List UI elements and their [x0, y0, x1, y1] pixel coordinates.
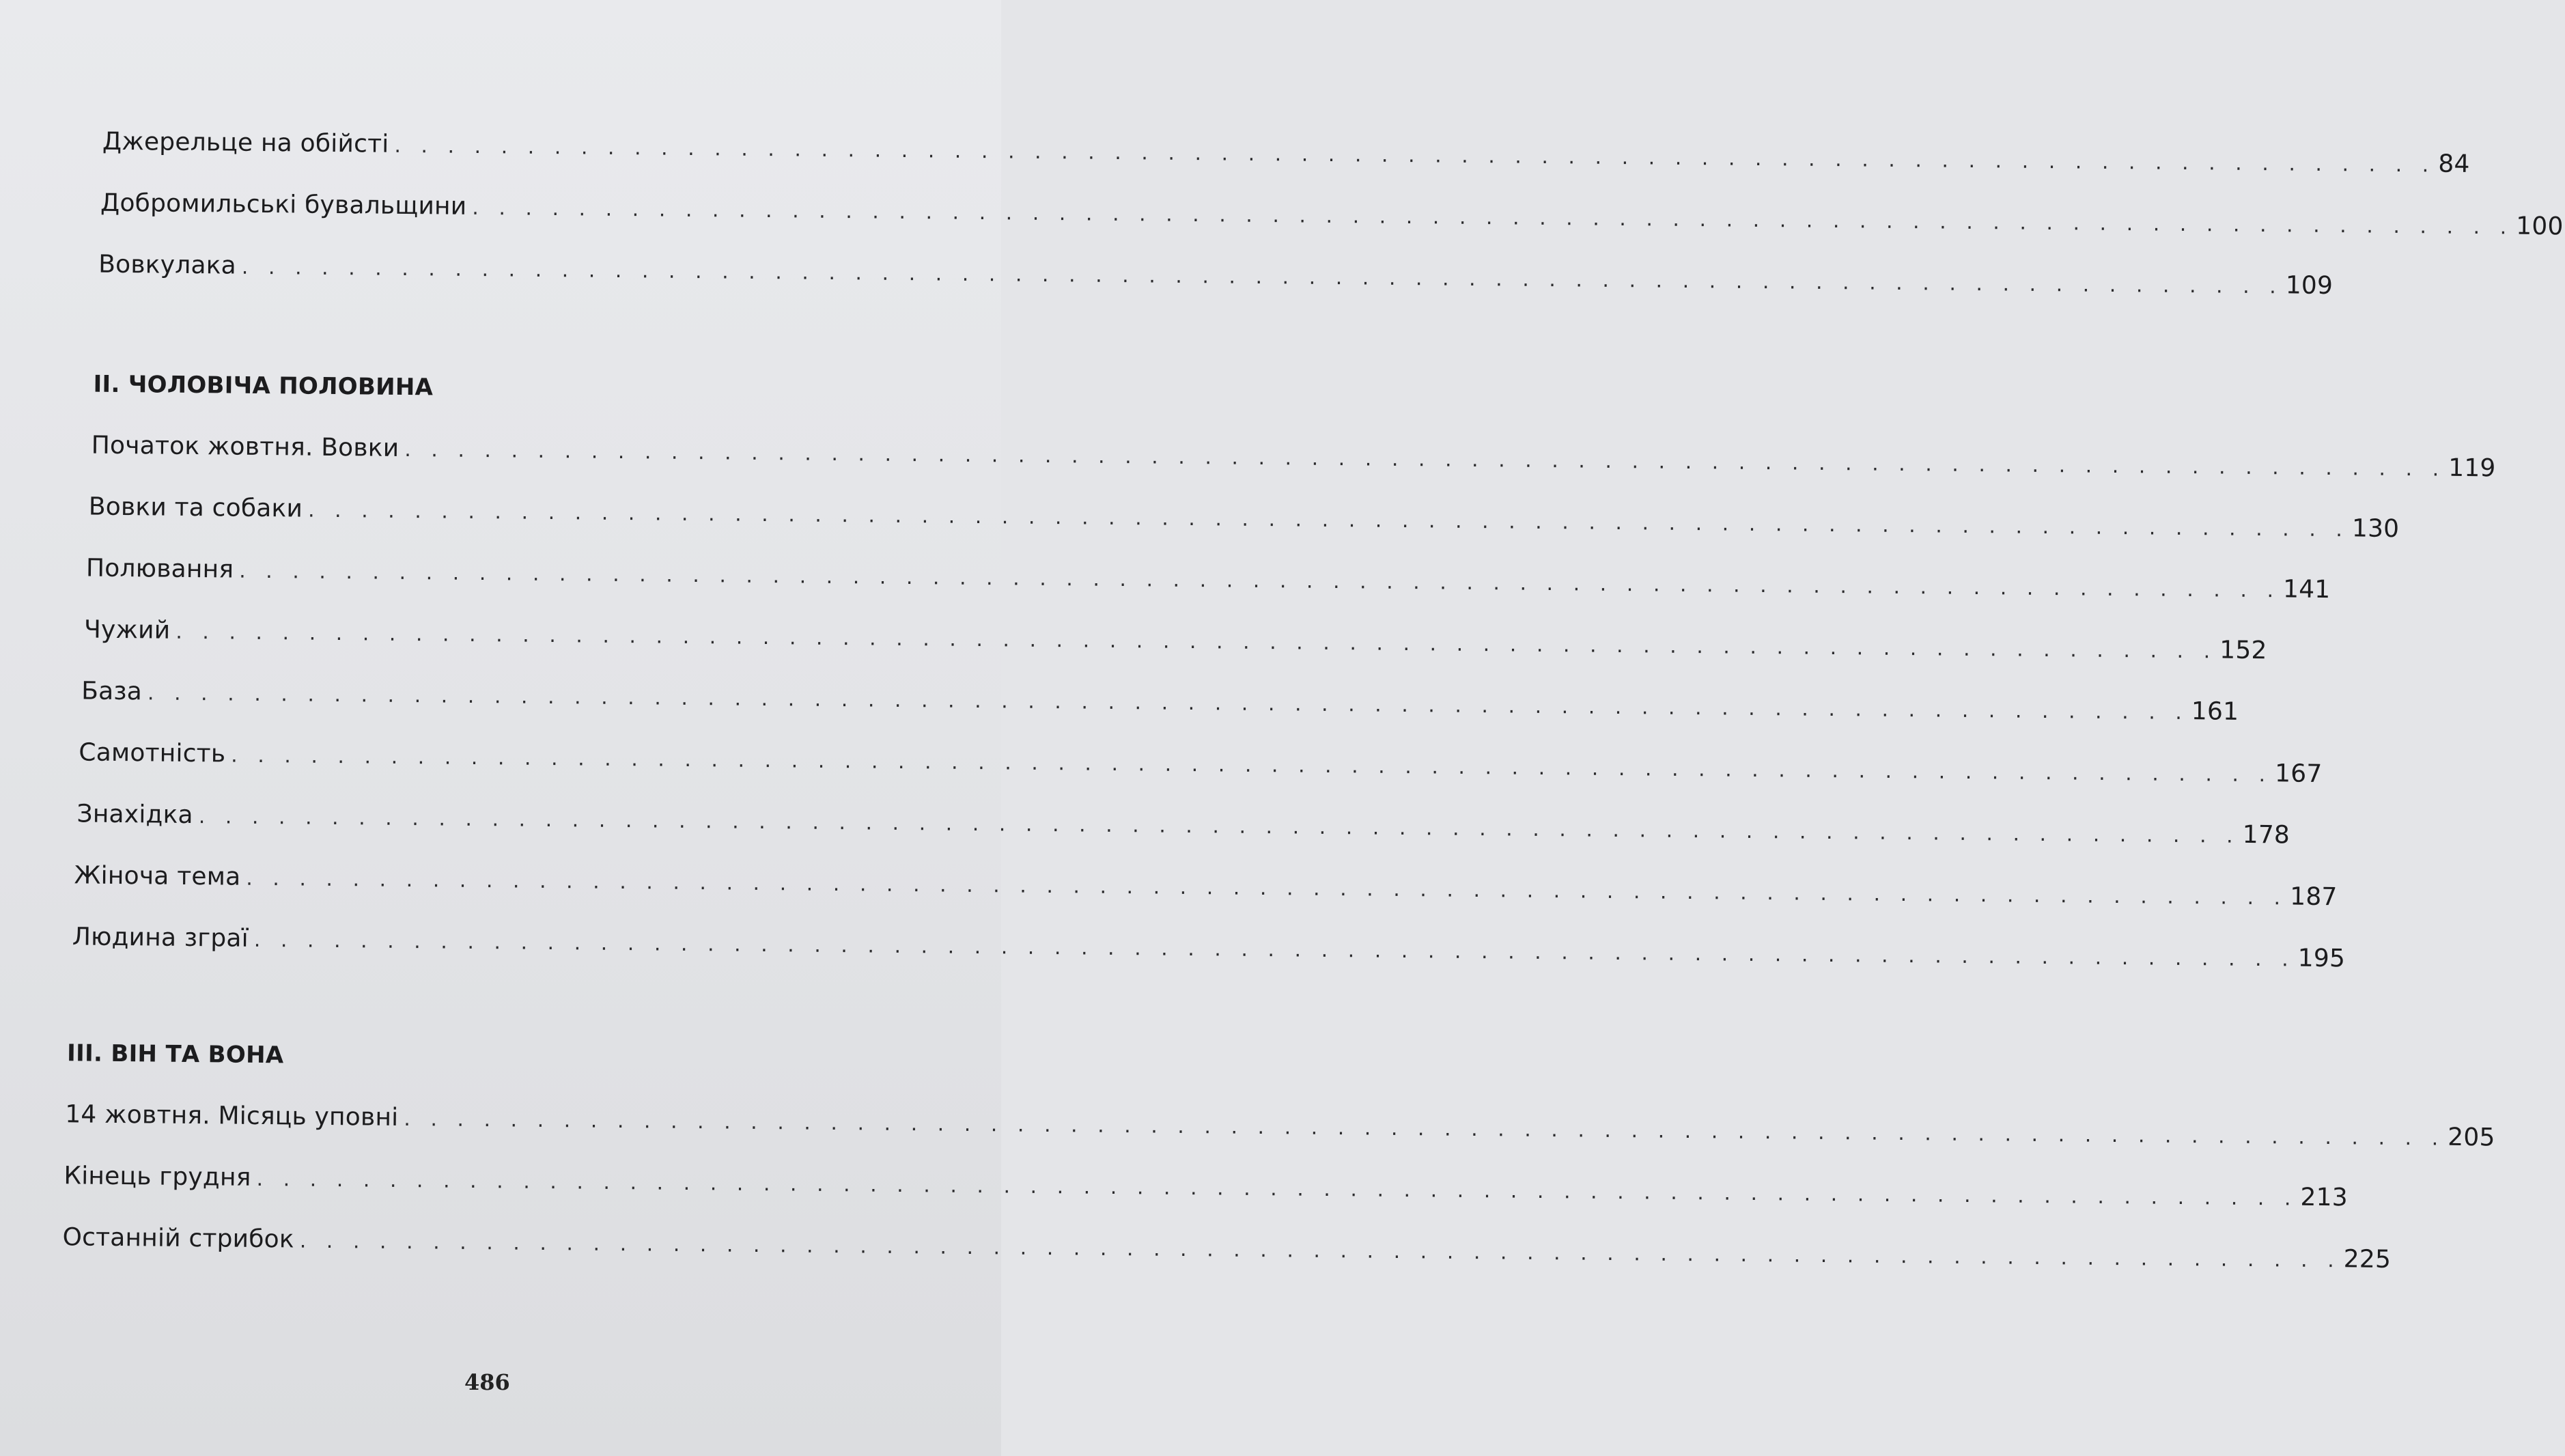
section-heading: II. ЧОЛОВІЧА ПОЛОВИНА	[93, 370, 434, 402]
dot-leader: . . . . . . . . . . . . . . . . . . . . . . . . . . . . . . . . . . . . . . . . . . . . . . . . . . . . . . . . . . . . . . . . . . . . . . . . . . . . .	[239, 559, 2281, 603]
toc-entry-title: Вовки та собаки	[88, 492, 303, 523]
toc-entry-page: 178	[2242, 820, 2290, 850]
dot-leader: . . . . . . . . . . . . . . . . . . . . . . . . . . . . . . . . . . . . . . . . . . . . . . . . . . . . . . . . . . . . . . . . . . . . . . . . . . . . .	[394, 133, 2436, 178]
toc-entry-page: 161	[2191, 697, 2239, 726]
toc-entry-title: Полювання	[85, 554, 234, 584]
toc-entry-title: База	[81, 677, 143, 706]
dot-leader: . . . . . . . . . . . . . . . . . . . . . . . . . . . . . . . . . . . . . . . . . . . . . . . . . . . . . . . . . . . . . . . . . . . . . . . . . . . . .	[307, 498, 2350, 542]
toc-entry-page: 205	[2448, 1123, 2495, 1152]
dot-leader: . . . . . . . . . . . . . . . . . . . . . . . . . . . . . . . . . . . . . . . . . . . . . . . . . . . . . . . . . . . . . . . . . . . . . . . . . . . . .	[299, 1229, 2341, 1273]
page-number: 486	[464, 1369, 510, 1395]
dot-leader: . . . . . . . . . . . . . . . . . . . . . . . . . . . . . . . . . . . . . . . . . . . . . . . . . . . . . . . . . . . . . . . . . . . . . . . . . . . . .	[256, 1166, 2298, 1211]
toc-entry	[102, 126, 2470, 179]
toc-entry	[79, 737, 2323, 788]
toc-entry-page: 84	[2438, 150, 2470, 179]
toc-entry	[88, 492, 2400, 544]
toc-part-1	[0, 0, 2564, 300]
toc-entry-page: 119	[2448, 453, 2496, 483]
toc-entry-page: 109	[2285, 271, 2333, 300]
toc-entry	[85, 553, 2331, 604]
toc-entry	[81, 675, 2239, 726]
dot-leader: . . . . . . . . . . . . . . . . . . . . . . . . . . . . . . . . . . . . . . . . . . . . . . . . . . . . . . . . . . . . . . . . . . . . . . . . . . . . .	[472, 195, 2514, 240]
toc-entry-title: Самотність	[79, 738, 226, 768]
dot-leader: . . . . . . . . . . . . . . . . . . . . . . . . . . . . . . . . . . . . . . . . . . . . . . . . . . . . . . . . . . . . . . . . . . . . . . . . . . . . .	[404, 437, 2446, 481]
toc-entry	[65, 1099, 2495, 1152]
toc-entry	[62, 1222, 2392, 1274]
dot-leader: . . . . . . . . . . . . . . . . . . . . . . . . . . . . . . . . . . . . . . . . . . . . . . . . . . . . . . . . . . . . . . . . . . . . . . . . . . . . .	[404, 1107, 2445, 1151]
dot-leader: . . . . . . . . . . . . . . . . . . . . . . . . . . . . . . . . . . . . . . . . . . . . . . . . . . . . . . . . . . . . . . . . . . . . . . . . . . . . .	[198, 804, 2240, 848]
toc-entry-title: Людина зграї	[72, 923, 249, 953]
toc-entry	[98, 249, 2333, 300]
toc-entry-title: Останній стрибок	[62, 1223, 295, 1254]
toc-entry-page: 213	[2300, 1183, 2349, 1212]
section-heading: III. ВІН ТА ВОНА	[66, 1039, 284, 1069]
toc-entry	[83, 615, 2267, 665]
toc-entry	[91, 430, 2496, 483]
dot-leader: . . . . . . . . . . . . . . . . . . . . . . . . . . . . . . . . . . . . . . . . . . . . . . . . . . . . . . . . . . . . . . . . . . . . . . . . . . . . .	[246, 866, 2288, 910]
toc-entry-title: 14 жовтня. Місяць уповні	[65, 1100, 399, 1132]
dot-leader: . . . . . . . . . . . . . . . . . . . . . . . . . . . . . . . . . . . . . . . . . . . . . . . . . . . . . . . . . . . . . . . . . . . . . . . . . . . . .	[176, 619, 2217, 664]
dot-leader: . . . . . . . . . . . . . . . . . . . . . . . . . . . . . . . . . . . . . . . . . . . . . . . . . . . . . . . . . . . . . . . . . . . . . . . . . . . . .	[253, 927, 2295, 972]
toc-entry-page: 225	[2343, 1245, 2392, 1274]
toc-entry-title: Кінець грудня	[64, 1162, 251, 1192]
dot-leader: . . . . . . . . . . . . . . . . . . . . . . . . . . . . . . . . . . . . . . . . . . . . . . . . . . . . . . . . . . . . . . . . . . . . . . . . . . . . .	[241, 255, 2283, 299]
toc-entry-page: 100	[2516, 212, 2564, 241]
toc-entry	[100, 188, 2564, 241]
toc-entry-page: 167	[2274, 759, 2323, 788]
toc-entry-page: 141	[2282, 575, 2331, 604]
toc-entry-title: Добромильські бувальщини	[100, 188, 467, 221]
dot-leader: . . . . . . . . . . . . . . . . . . . . . . . . . . . . . . . . . . . . . . . . . . . . . . . . . . . . . . . . . . . . . . . . . . . . . . . . . . . . .	[147, 681, 2189, 725]
toc-entry	[76, 798, 2290, 850]
dot-leader: . . . . . . . . . . . . . . . . . . . . . . . . . . . . . . . . . . . . . . . . . . . . . . . . . . . . . . . . . . . . . . . . . . . . . . . . . . . . .	[231, 743, 2273, 787]
toc-entry-title: Вовкулака	[98, 250, 237, 280]
toc-entry-page: 187	[2290, 882, 2338, 912]
toc-entry	[64, 1160, 2349, 1212]
toc-entry-page: 152	[2219, 636, 2267, 665]
toc-entry	[72, 921, 2346, 973]
toc-entry-title: Чужий	[83, 615, 171, 645]
toc-entry	[74, 860, 2338, 912]
toc-entry-title: Початок жовтня. Вовки	[91, 431, 400, 462]
toc-entry-page: 130	[2351, 514, 2400, 544]
toc-entry-title: Жіноча тема	[74, 861, 241, 891]
toc-entry-page: 195	[2297, 944, 2346, 973]
toc-entry-title: Знахідка	[76, 800, 194, 830]
toc-entry-title: Джерельце на обійсті	[102, 127, 389, 158]
